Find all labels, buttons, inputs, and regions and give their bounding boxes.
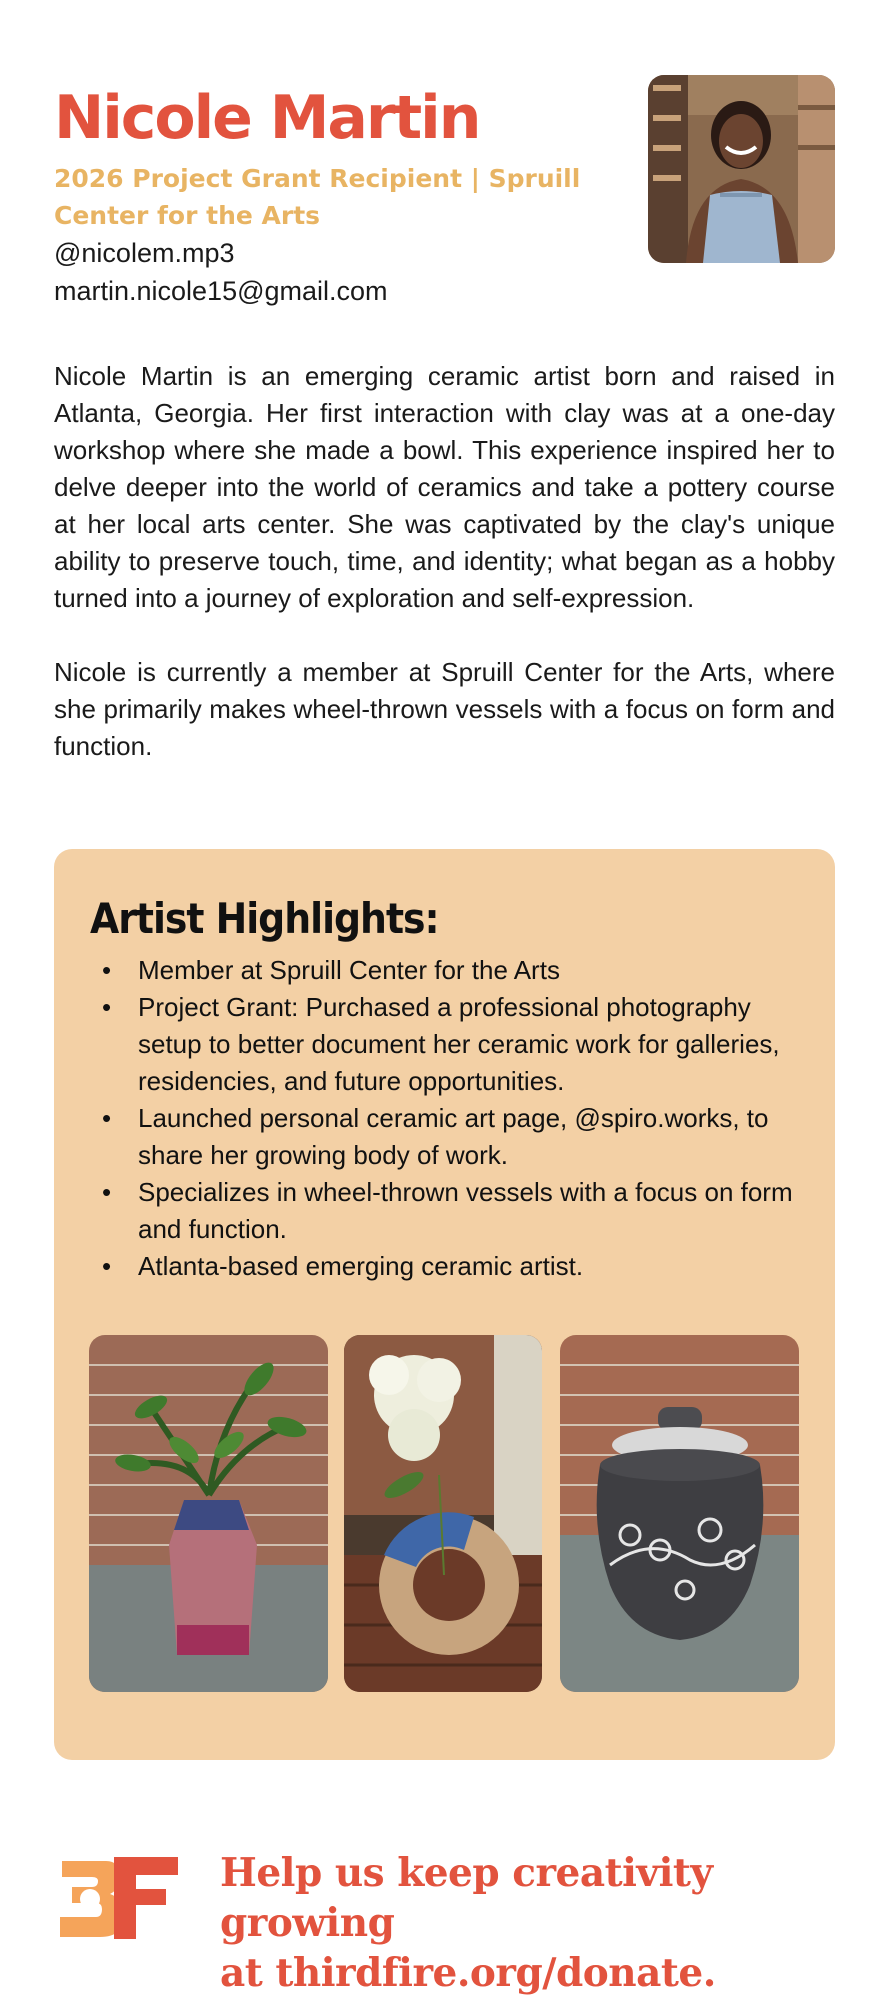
ring-vase-photo [344, 1335, 542, 1692]
artist-bio [54, 358, 835, 802]
highlight-item: • Member at Spruill Center for the Arts [102, 952, 812, 989]
third-fire-logo [54, 1851, 184, 1943]
grant-subtitle: 2026 Project Grant Recipient | Spruill Center for the Arts [54, 164, 581, 230]
donate-call-to-action [220, 1848, 840, 1998]
highlight-item: • Launched personal ceramic art page, @spiro.works, to share her growing body of work. [102, 1100, 812, 1174]
artist-highlights-panel [54, 849, 835, 1760]
artist-name: Nicole Martin [54, 83, 480, 153]
pink-vase-photo [89, 1335, 328, 1692]
email-address: martin.nicole15@gmail.com [54, 276, 388, 306]
highlights-title: Artist Highlights: [90, 894, 439, 943]
highlight-item: • Specializes in wheel-thrown vessels with a focus on form and function. [102, 1174, 812, 1248]
bio-paragraph-1: Nicole Martin is an emerging ceramic artist born and raised in Atlanta, Georgia. Her first interaction with clay was at a one-day workshop where she made a bowl. This experience inspired her to delve deeper into the world of ceramics and take a pottery course at her local arts center. She was captivated by the clay's unique ability to preserve touch, time, and identity; what began as a hobby turned into a journey of exploration and self-expression. [54, 361, 835, 613]
donate-line-1: Help us keep creativity growing [220, 1850, 713, 1946]
lidded-jar-photo [560, 1335, 799, 1692]
bio-paragraph-2: Nicole is currently a member at Spruill Center for the Arts, where she primarily makes wheel-thrown vessels with a focus on form and function. [54, 657, 835, 761]
artist-header [54, 84, 644, 310]
artist-portrait-photo [648, 75, 835, 263]
highlights-list [102, 952, 812, 1285]
highlight-item: • Project Grant: Purchased a professional photography setup to better document her ceramic work for galleries, residencies, and future opportunities. [102, 989, 812, 1100]
donate-line-2[interactable]: at thirdfire.org/donate. [220, 1950, 716, 1996]
highlight-item: • Atlanta-based emerging ceramic artist. [102, 1248, 812, 1285]
instagram-handle: @nicolem.mp3 [54, 238, 235, 268]
